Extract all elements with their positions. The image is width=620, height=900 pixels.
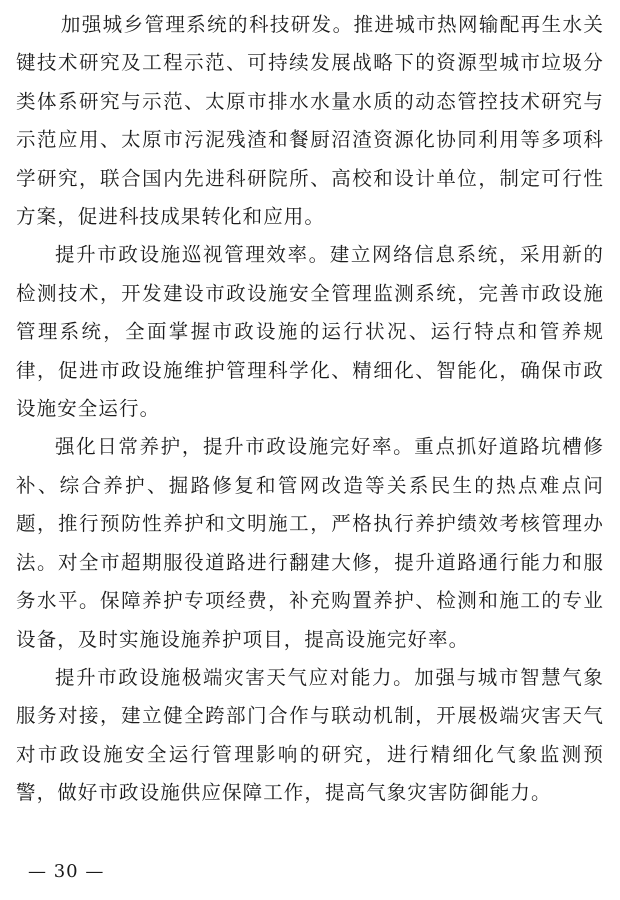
paragraph-daily-maintenance: 强化日常养护，提升市政设施完好率。重点抓好道路坑槽修补、综合养护、掘路修复和管网改造等关系民生的热点难点问题，推行预防性养护和文明施工，严格执行养护绩效考核管理办法。对全市超期服役道路进行翻建大修，提升道路通行能力和服务水平。保障养护专项经费，补充购置养护、检测和施工的专业设备，及时实施设施养护项目，提高设施完好率。	[16, 435, 604, 651]
document-body	[16, 6, 604, 813]
paragraph-extreme-weather: 提升市政设施极端灾害天气应对能力。加强与城市智慧气象服务对接，建立健全跨部门合作与联动机制，开展极端灾害天气对市政设施安全运行管理影响的研究，进行精细化气象监测预警，做好市政设施供应保障工作，提高气象灾害防御能力。	[16, 665, 604, 805]
paragraph-tech-research: 加强城乡管理系统的科技研发。推进城市热网输配再生水关键技术研究及工程示范、可持续发展战略下的资源型城市垃圾分类体系研究与示范、太原市排水水量水质的动态管控技术研究与示范应用、太原市污泥残渣和餐厨沼渣资源化协同利用等多项科学研究，联合国内先进科研院所、高校和设计单位，制定可行性方案，促进科技成果转化和应用。	[16, 13, 604, 229]
page-number: — 30 —	[28, 861, 105, 882]
paragraph-inspection-efficiency: 提升市政设施巡视管理效率。建立网络信息系统，采用新的检测技术，开发建设市政设施安全管理监测系统，完善市政设施管理系统，全面掌握市政设施的运行状况、运行特点和管养规律，促进市政设施维护管理科学化、精细化、智能化，确保市政设施安全运行。	[16, 243, 604, 421]
